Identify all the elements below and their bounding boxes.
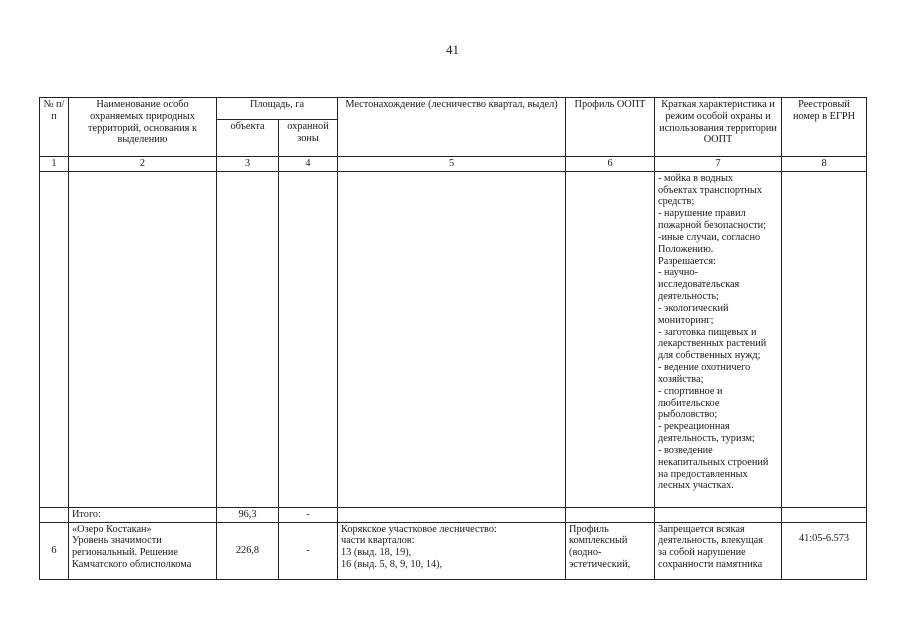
profile-line: (водно- bbox=[569, 547, 602, 559]
row-name-cell bbox=[69, 522, 217, 579]
regime-line: пожарной безопасности; bbox=[658, 220, 766, 232]
column-number: 8 bbox=[782, 157, 867, 172]
column-number: 6 bbox=[566, 157, 655, 172]
row-regime-cell bbox=[655, 522, 782, 579]
total-area-zone: - bbox=[279, 507, 338, 522]
header-number: № п/п bbox=[40, 98, 69, 157]
location-line: Корякское участковое лесничество: bbox=[341, 523, 497, 535]
empty-cell bbox=[566, 507, 655, 522]
regime-line: - заготовка пищевых и bbox=[658, 326, 757, 338]
empty-cell bbox=[338, 507, 566, 522]
profile-line: Профиль bbox=[569, 523, 609, 535]
regime-line: хозяйства; bbox=[658, 373, 704, 385]
column-numbers-row bbox=[40, 157, 867, 172]
regime-line: - экологический bbox=[658, 302, 729, 314]
regime-line: Разрешается: bbox=[658, 255, 716, 267]
column-number: 4 bbox=[279, 157, 338, 172]
total-label: Итого: bbox=[69, 507, 217, 522]
regime-line: - ведение охотничего bbox=[658, 362, 751, 374]
page-number: 41 bbox=[446, 42, 459, 57]
empty-cell bbox=[217, 171, 279, 507]
regime-line: - научно- bbox=[658, 267, 698, 279]
header-regime: Краткая характеристика и режим особой охраны и использования территории ООПТ bbox=[655, 98, 782, 157]
total-row bbox=[40, 507, 867, 522]
name-line: Камчатского облисполкома bbox=[72, 559, 192, 571]
row-area-zone: - bbox=[279, 522, 338, 579]
empty-cell bbox=[338, 171, 566, 507]
regime-line: любительское bbox=[658, 397, 720, 409]
regime-line: -иные случаи, согласно bbox=[658, 231, 761, 243]
profile-line: комплексный bbox=[569, 535, 628, 547]
regime-line: за собой нарушение bbox=[658, 547, 746, 559]
regime-line: исследовательская bbox=[658, 279, 740, 291]
registry-table bbox=[39, 97, 867, 580]
regime-line: лесных участках. bbox=[658, 480, 734, 492]
regime-line: деятельность; bbox=[658, 291, 720, 303]
empty-cell bbox=[40, 507, 69, 522]
header-area-zone: охранной зоны bbox=[279, 120, 338, 157]
continued-row bbox=[40, 171, 867, 507]
regime-line: - спортивное и bbox=[658, 385, 723, 397]
regime-line: для собственных нужд; bbox=[658, 350, 761, 362]
row-profile-cell bbox=[566, 522, 655, 579]
regime-line: - мойка в водных bbox=[658, 172, 734, 184]
regime-line: средств; bbox=[658, 196, 695, 208]
column-number: 3 bbox=[217, 157, 279, 172]
row-area-object: 226,8 bbox=[217, 522, 279, 579]
regime-line: Положению. bbox=[658, 243, 714, 255]
name-line: Уровень значимости bbox=[72, 535, 162, 547]
empty-cell bbox=[69, 171, 217, 507]
regime-line: - нарушение правил bbox=[658, 208, 746, 220]
empty-cell bbox=[655, 507, 782, 522]
column-number: 2 bbox=[69, 157, 217, 172]
row-location-cell bbox=[338, 522, 566, 579]
location-line: 16 (выд. 5, 8, 9, 10, 14), bbox=[341, 559, 443, 571]
name-line: региональный. Решение bbox=[72, 547, 178, 559]
name-line: «Озеро Костакан» bbox=[72, 523, 152, 535]
empty-cell bbox=[566, 171, 655, 507]
column-number: 5 bbox=[338, 157, 566, 172]
header-registry: Реестровый номер в ЕГРН bbox=[782, 98, 867, 157]
regime-line: сохранности памятника bbox=[658, 559, 763, 571]
row-registry-number: 41:05-6.573 bbox=[782, 522, 867, 579]
row-6 bbox=[40, 522, 867, 579]
regime-line: - возведение bbox=[658, 444, 713, 456]
regime-line: Запрещается всякая bbox=[658, 523, 745, 535]
header-row-top bbox=[40, 98, 867, 120]
column-number: 1 bbox=[40, 157, 69, 172]
empty-cell bbox=[782, 507, 867, 522]
regime-line: на предоставленных bbox=[658, 468, 748, 480]
regime-line: - рекреационная bbox=[658, 421, 730, 433]
row-number: 6 bbox=[40, 522, 69, 579]
regime-line: деятельность, туризм; bbox=[658, 433, 755, 445]
header-profile: Профиль ООПТ bbox=[566, 98, 655, 157]
location-line: 13 (выд. 18, 19), bbox=[341, 547, 412, 559]
continued-regime-cell bbox=[655, 171, 782, 507]
empty-cell bbox=[279, 171, 338, 507]
regime-line: деятельность, влекущая bbox=[658, 535, 763, 547]
empty-cell bbox=[40, 171, 69, 507]
column-number: 7 bbox=[655, 157, 782, 172]
regime-line: мониторинг; bbox=[658, 314, 714, 326]
header-area: Площадь, га bbox=[217, 98, 338, 120]
regime-line: объектах транспортных bbox=[658, 184, 762, 196]
total-area-object: 96,3 bbox=[217, 507, 279, 522]
header-name: Наименование особо охраняемых природных территорий, основания к выделению bbox=[69, 98, 217, 157]
location-line: части кварталов: bbox=[341, 535, 415, 547]
profile-line: эстетический, bbox=[569, 559, 631, 571]
regime-line: лекарственных растений bbox=[658, 338, 767, 350]
header-location: Местонахождение (лесничество квартал, выдел) bbox=[338, 98, 566, 157]
regime-line: некапитальных строений bbox=[658, 456, 769, 468]
regime-line: рыболовство; bbox=[658, 409, 718, 421]
empty-cell bbox=[782, 171, 867, 507]
header-area-object: объекта bbox=[217, 120, 279, 157]
